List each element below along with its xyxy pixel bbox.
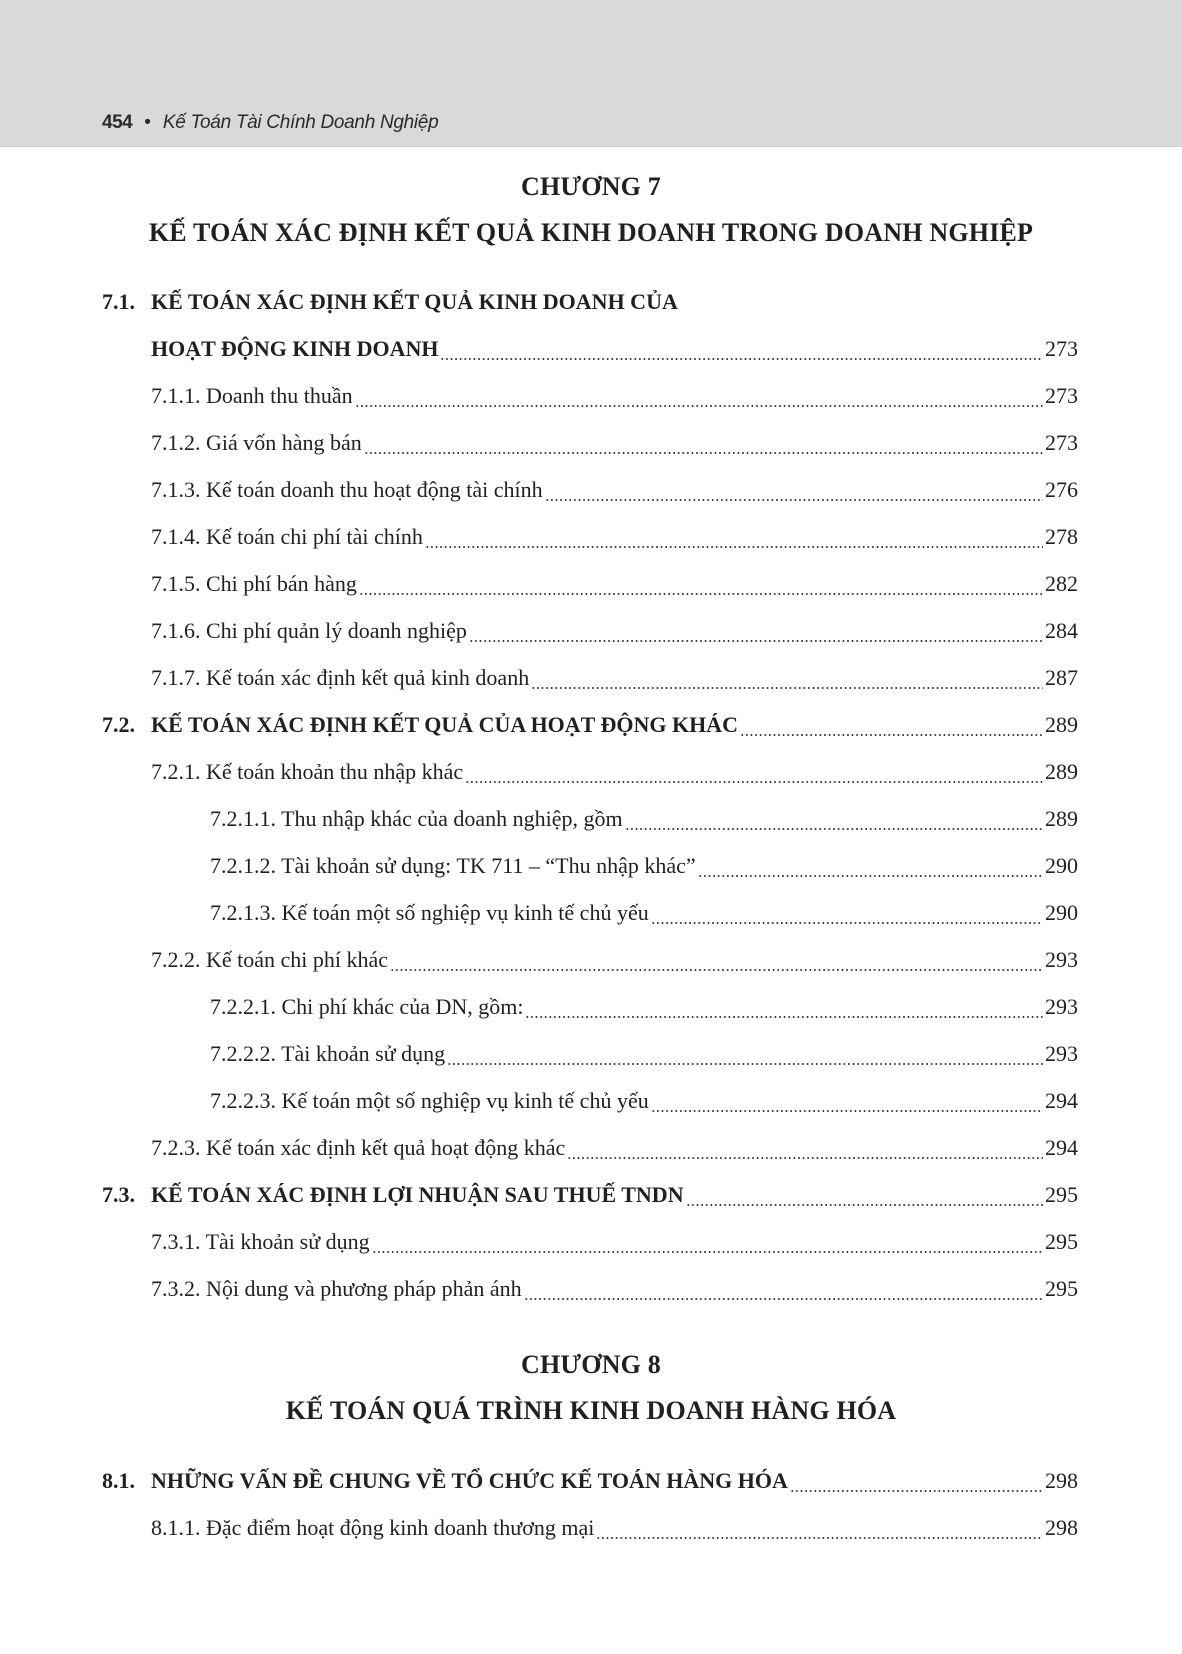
page-ref: 290: [1045, 900, 1078, 925]
toc-entry[interactable]: [0, 842, 1182, 889]
leader-dots: [364, 452, 1043, 454]
leader-dots: [524, 1298, 1043, 1300]
page-ref: 293: [1045, 1041, 1078, 1066]
leader-dots: [425, 546, 1043, 548]
entry-title: 7.1.3. Kế toán doanh thu hoạt động tài chính: [151, 477, 543, 502]
page-ref: 298: [1045, 1468, 1078, 1493]
page-header: [0, 0, 1182, 147]
toc-entry[interactable]: [0, 1265, 1182, 1312]
toc-entry[interactable]: [0, 748, 1182, 795]
section-number: 8.1.: [102, 1468, 135, 1493]
leader-dots: [465, 781, 1043, 783]
page-ref: 273: [1045, 336, 1078, 361]
page-ref: 289: [1045, 806, 1078, 831]
entry-title: 7.2.2.3. Kế toán một số nghiệp vụ kinh tế chủ yếu: [210, 1088, 649, 1113]
entry-title: 7.1.7. Kế toán xác định kết quả kinh doanh: [151, 665, 530, 690]
entry-title: 8.1.1. Đặc điểm hoạt động kinh doanh thương mại: [151, 1515, 595, 1540]
page-ref: 282: [1045, 571, 1078, 596]
page-ref: 293: [1045, 994, 1078, 1019]
leader-dots: [651, 922, 1043, 924]
leader-dots: [651, 1110, 1043, 1112]
page-ref: 273: [1045, 383, 1078, 408]
toc-entry[interactable]: [0, 607, 1182, 654]
entry-title: 7.2.2.1. Chi phí khác của DN, gồm:: [210, 994, 524, 1019]
section-title: HOẠT ĐỘNG KINH DOANH: [151, 336, 439, 361]
entry-title: 7.2.1.2. Tài khoản sử dụng: TK 711 – “Thu nhập khác”: [210, 853, 696, 878]
toc-entry[interactable]: [0, 1504, 1182, 1551]
toc-entry[interactable]: [0, 560, 1182, 607]
entry-title: KẾ TOÁN XÁC ĐỊNH LỢI NHUẬN SAU THUẾ TNDN: [151, 1182, 684, 1207]
leader-dots: [596, 1537, 1043, 1539]
leader-dots: [447, 1063, 1043, 1065]
page-ref: 273: [1045, 430, 1078, 455]
toc-entry[interactable]: [0, 419, 1182, 466]
page-ref: 290: [1045, 853, 1078, 878]
toc-section-7-1-cont[interactable]: [0, 325, 1182, 372]
leader-dots: [355, 405, 1043, 407]
toc-entry[interactable]: [0, 889, 1182, 936]
page-ref: 294: [1045, 1135, 1078, 1160]
entry-title: 7.1.2. Giá vốn hàng bán: [151, 430, 362, 455]
entry-title: NHỮNG VẤN ĐỀ CHUNG VỀ TỔ CHỨC KẾ TOÁN HÀNG HÓA: [151, 1468, 788, 1493]
separator: •: [144, 112, 151, 133]
leader-dots: [440, 358, 1043, 360]
entry-title: 7.2.1.3. Kế toán một số nghiệp vụ kinh tế chủ yếu: [210, 900, 649, 925]
toc-entry[interactable]: [0, 466, 1182, 513]
entry-title: 7.1.5. Chi phí bán hàng: [151, 571, 357, 596]
page-ref: 287: [1045, 665, 1078, 690]
leader-dots: [625, 828, 1043, 830]
page-number: 454: [102, 112, 133, 133]
toc-entry[interactable]: [0, 1077, 1182, 1124]
entry-title: 7.1.1. Doanh thu thuần: [151, 383, 353, 408]
running-head: [102, 112, 438, 134]
toc-entry[interactable]: [0, 983, 1182, 1030]
leader-dots: [531, 687, 1043, 689]
entry-title: 7.2.3. Kế toán xác định kết quả hoạt động khác: [151, 1135, 566, 1160]
entry-title: 7.1.4. Kế toán chi phí tài chính: [151, 524, 423, 549]
toc-section-7-1[interactable]: [0, 278, 1182, 325]
entry-title: 7.1.6. Chi phí quản lý doanh nghiệp: [151, 618, 467, 643]
section-number: 7.2.: [102, 712, 135, 737]
entry-title: 7.2.2.2. Tài khoản sử dụng: [210, 1041, 446, 1066]
toc-entry[interactable]: [0, 513, 1182, 560]
leader-dots: [790, 1490, 1043, 1492]
leader-dots: [567, 1157, 1043, 1159]
chapter-7-title: KẾ TOÁN XÁC ĐỊNH KẾT QUẢ KINH DOANH TRONG DOANH NGHIỆP: [148, 218, 1034, 247]
leader-dots: [698, 875, 1043, 877]
page-ref: 289: [1045, 759, 1078, 784]
chapter-7-label: CHƯƠNG 7: [520, 172, 662, 201]
entry-title: 7.3.1. Tài khoản sử dụng: [151, 1229, 370, 1254]
toc-entry[interactable]: [0, 1171, 1182, 1218]
section-title: KẾ TOÁN XÁC ĐỊNH KẾT QUẢ KINH DOANH CỦA: [151, 289, 678, 314]
page-ref: 298: [1045, 1515, 1078, 1540]
page-ref: 295: [1045, 1182, 1078, 1207]
leader-dots: [686, 1204, 1043, 1206]
toc-entry[interactable]: [0, 1218, 1182, 1265]
chapter-8-label: CHƯƠNG 8: [520, 1350, 662, 1379]
page-ref: 278: [1045, 524, 1078, 549]
page-ref: 295: [1045, 1229, 1078, 1254]
toc-entry[interactable]: [0, 936, 1182, 983]
leader-dots: [525, 1016, 1043, 1018]
toc-entry[interactable]: [0, 701, 1182, 748]
leader-dots: [545, 499, 1043, 501]
entry-title: 7.2.1.1. Thu nhập khác của doanh nghiệp, gồm: [210, 806, 623, 831]
toc-entry[interactable]: [0, 654, 1182, 701]
leader-dots: [469, 640, 1043, 642]
page-ref: 284: [1045, 618, 1078, 643]
page-ref: 294: [1045, 1088, 1078, 1113]
entry-title: 7.2.2. Kế toán chi phí khác: [151, 947, 389, 972]
toc-entry[interactable]: [0, 372, 1182, 419]
entry-title: 7.2.1. Kế toán khoản thu nhập khác: [151, 759, 464, 784]
page-ref: 293: [1045, 947, 1078, 972]
toc-entry[interactable]: [0, 1030, 1182, 1077]
book-title: Kế Toán Tài Chính Doanh Nghiệp: [162, 112, 439, 133]
toc-chapter-8: [0, 1457, 1182, 1551]
leader-dots: [372, 1251, 1043, 1253]
page-ref: 295: [1045, 1276, 1078, 1301]
chapter-8-title: KẾ TOÁN QUÁ TRÌNH KINH DOANH HÀNG HÓA: [285, 1396, 897, 1425]
page-ref: 289: [1045, 712, 1078, 737]
toc-entry[interactable]: [0, 1124, 1182, 1171]
page-ref: 276: [1045, 477, 1078, 502]
leader-dots: [359, 593, 1043, 595]
toc-entry[interactable]: [0, 795, 1182, 842]
section-number: 7.3.: [102, 1182, 135, 1207]
entry-title: KẾ TOÁN XÁC ĐỊNH KẾT QUẢ CỦA HOẠT ĐỘNG KHÁC: [151, 712, 738, 737]
toc-chapter-7: [0, 278, 1182, 1312]
entry-title: 7.3.2. Nội dung và phương pháp phản ánh: [151, 1276, 522, 1301]
toc-entry[interactable]: [0, 1457, 1182, 1504]
leader-dots: [740, 734, 1043, 736]
section-number: 7.1.: [102, 289, 135, 314]
leader-dots: [390, 969, 1043, 971]
